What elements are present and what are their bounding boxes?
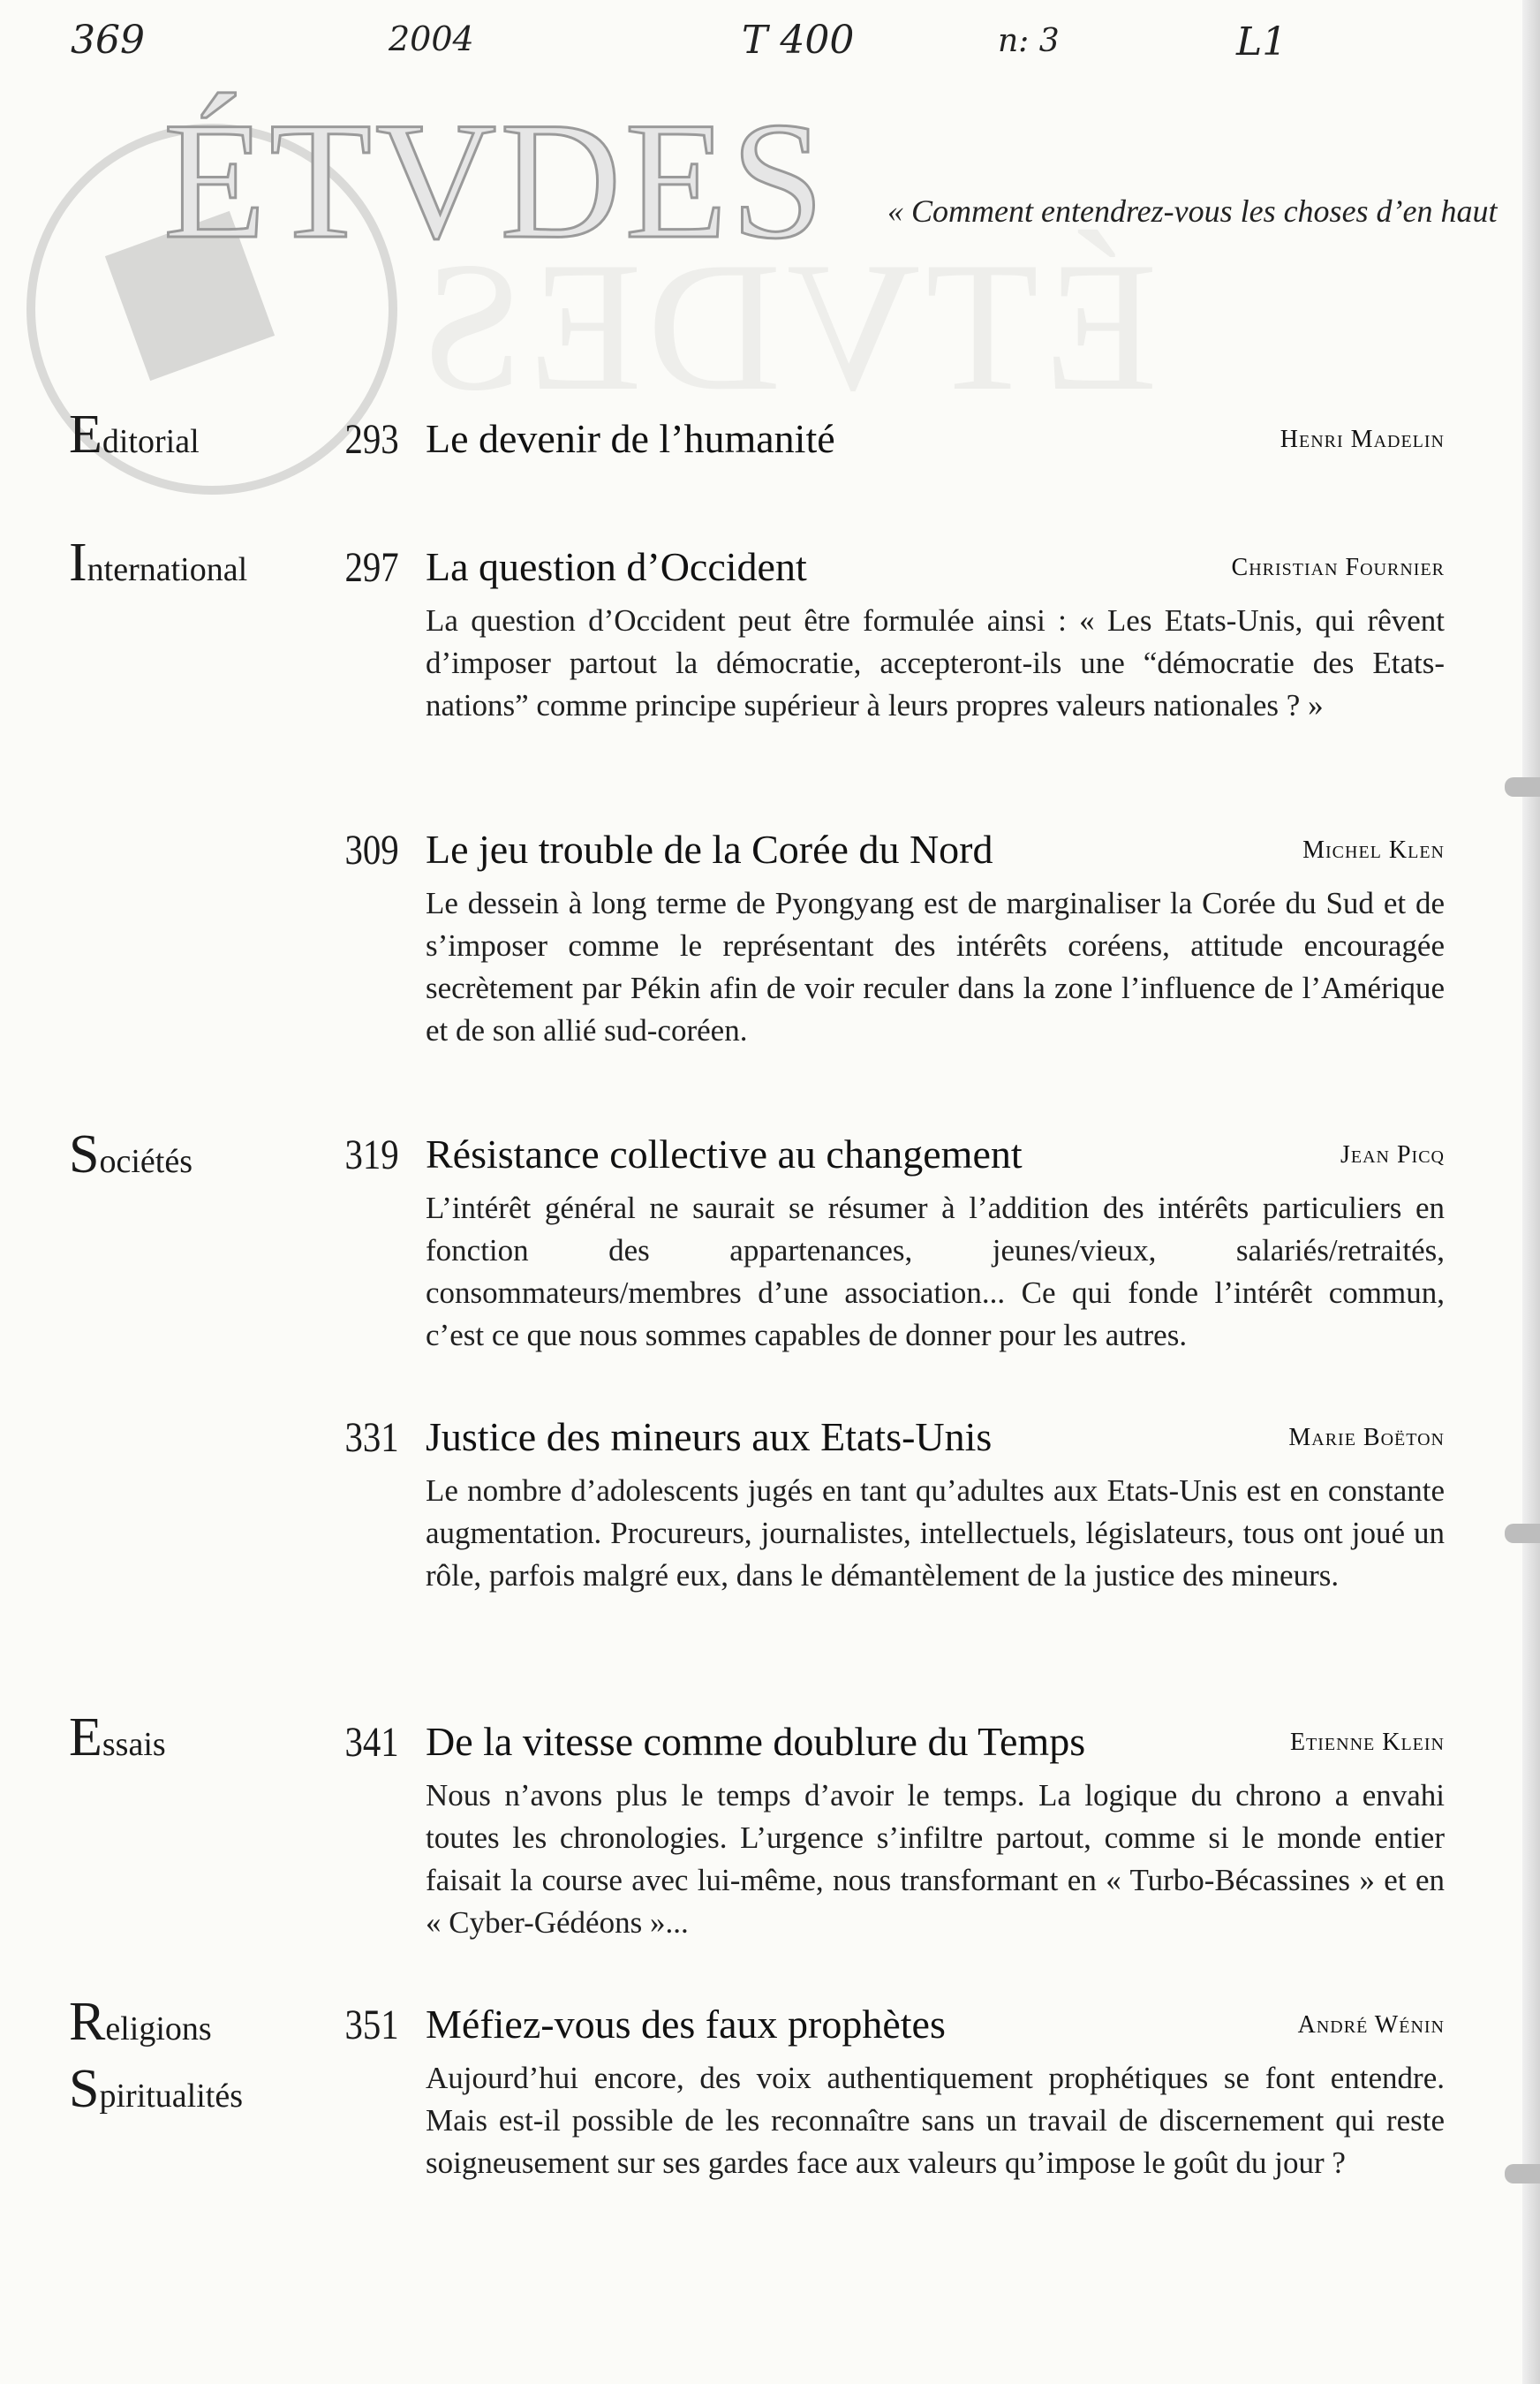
article-abstract: Le dessein à long terme de Pyongyang est de marginaliser la Corée du Sud et de s’imposer comme le représentant des intérêts coréens, attitude encouragée secrètement par Pékin afin de voir reculer dans la zone l’influence de l’Amérique et de son allié sud-coréen.	[426, 886, 1445, 1048]
page-edge	[1522, 0, 1540, 2384]
article-title: Résistance collective au changement	[426, 1131, 1023, 1177]
article-title: De la vitesse comme doublure du Temps	[426, 1719, 1086, 1764]
toc-entry	[336, 1131, 1445, 1360]
journal-motto: « Comment entendrez-vous les choses d’en haut	[887, 193, 1498, 229]
toc-entry	[336, 543, 1445, 773]
section-label-line: Essais	[69, 1707, 166, 1767]
section-label-line: Spiritualités	[69, 2058, 244, 2119]
show-through-logo: ÉTVDES	[415, 224, 1158, 429]
article-author: Marie Boëton	[1288, 1424, 1445, 1451]
article-author: Michel Klen	[1302, 836, 1445, 864]
toc-entry	[336, 826, 1445, 1056]
toc-entry	[336, 415, 1445, 477]
page-number: 309	[344, 827, 399, 874]
article-abstract: La question d’Occident peut être formulée ainsi : « Les Etats-Unis, qui rêvent d’imposer partout la démocratie, accepteront-ils une “démocratie des Etats-nations” comme principe supérieur à leurs propres valeurs nationales ? »	[426, 603, 1445, 723]
page-number: 293	[344, 416, 399, 463]
journal-logo: ÉTVDES	[163, 88, 828, 274]
section-label-line: Sociétés	[69, 1124, 192, 1184]
article-abstract: Aujourd’hui encore, des voix authentiquement prophétiques se font entendre. Mais est-il possible de les reconnaître sans un travail de discernement qui reste soigneusement sur ses gardes face aux valeurs qu’impose le goût du jour ?	[426, 2061, 1445, 2180]
article-title: La question d’Occident	[426, 544, 807, 589]
page-number: 297	[344, 544, 399, 591]
article-title: Le jeu trouble de la Corée du Nord	[426, 827, 993, 872]
article-author: André Wénin	[1297, 2011, 1445, 2039]
handwritten-note: n: 3	[998, 23, 1060, 59]
article-title: Le devenir de l’humanité	[426, 416, 835, 461]
section-label-editorial	[69, 402, 200, 469]
article-abstract: Nous n’avons plus le temps d’avoir le temps. La logique du chrono a envahi toutes les chronologies. L’urgence s’infiltre partout, comme si le monde entier faisait la course avec lui-même, nous transformant en « Turbo-Bécassines » et en « Cyber-Gédéons »...	[426, 1778, 1445, 1940]
toc-entry	[336, 1718, 1445, 1948]
handwritten-note: T 400	[742, 18, 855, 63]
article-author: Christian Fournier	[1231, 554, 1445, 581]
page-number: 319	[344, 1131, 399, 1178]
handwritten-note: 2004	[389, 19, 474, 58]
section-label-religions	[69, 1989, 243, 2123]
section-label-essais	[69, 1705, 166, 1772]
section-label-societes	[69, 1122, 192, 1189]
toc-entry	[336, 1413, 1445, 1643]
article-title: Justice des mineurs aux Etats-Unis	[426, 1414, 993, 1459]
toc-entry	[336, 2001, 1445, 2230]
article-author: Etienne Klein	[1289, 1729, 1445, 1756]
page-number: 351	[344, 2002, 399, 2048]
article-author: Henri Madelin	[1280, 426, 1445, 453]
section-label-line: Editorial	[69, 405, 200, 465]
section-label-line: Religions	[69, 1992, 212, 2052]
binding-hole	[1505, 1524, 1540, 1543]
section-label-line: International	[69, 533, 248, 593]
binding-hole	[1505, 777, 1540, 797]
handwritten-note: 369	[71, 18, 145, 63]
article-author: Jean Picq	[1340, 1141, 1445, 1169]
article-abstract: Le nombre d’adolescents jugés en tant qu’adultes aux Etats-Unis est en constante augmentation. Procureurs, journalistes, intellectuels, législateurs, tous ont joué un rôle, parfois malgré eux, dans le démantèlement de la justice des mineurs.	[426, 1473, 1445, 1593]
article-title: Méfiez-vous des faux prophètes	[426, 2002, 946, 2047]
section-label-international	[69, 530, 247, 597]
page-number: 331	[344, 1414, 399, 1461]
page-number: 341	[344, 1719, 399, 1766]
binding-hole	[1505, 2164, 1540, 2183]
article-abstract: L’intérêt général ne saurait se résumer à l’addition des intérêts particuliers en fonction des appartenances, jeunes/vieux, salariés/retraités, consommateurs/membres d’une association... Ce qui fonde l’intérêt commun, c’est ce que nous sommes capables de donner pour les autres.	[426, 1191, 1445, 1352]
handwritten-note: L1	[1236, 19, 1287, 64]
